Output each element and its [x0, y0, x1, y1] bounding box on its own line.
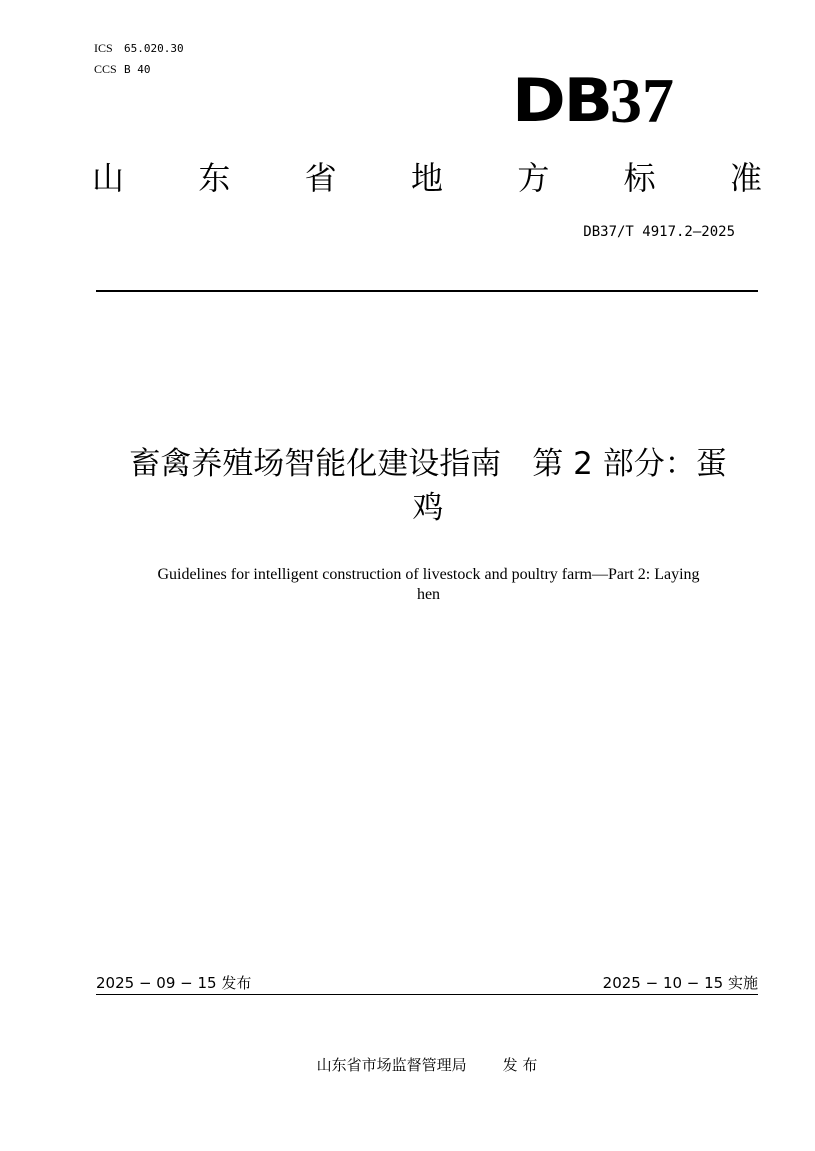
- ccs-label: CCS: [94, 62, 117, 76]
- ccs-value: B 40: [124, 63, 151, 76]
- standard-kind-heading: [92, 156, 762, 200]
- kind-char: 省: [304, 159, 337, 197]
- ics-line: [94, 38, 184, 59]
- kind-char: 准: [729, 159, 762, 197]
- standard-number: DB37/T 4917.2—2025: [583, 224, 735, 240]
- kind-char: 标: [623, 159, 656, 197]
- ics-value: 65.020.30: [124, 42, 184, 55]
- publish-date: 2025 − 09 − 15 发布: [96, 974, 252, 992]
- top-divider: [96, 290, 758, 292]
- kind-char: 方: [517, 159, 550, 197]
- english-title-line2: hen: [416, 586, 441, 603]
- logo-prefix: DB: [512, 66, 611, 136]
- chinese-title: [92, 442, 764, 530]
- kind-char: 东: [198, 159, 231, 197]
- implement-date: 2025 − 10 − 15 实施: [602, 974, 758, 992]
- issuer-name: 山东省市场监督管理局: [316, 1056, 467, 1074]
- classification-codes: [94, 38, 184, 80]
- bottom-divider: [96, 994, 758, 995]
- ics-label: ICS: [94, 41, 113, 55]
- chinese-title-line1: 畜禽养殖场智能化建设指南 第 2 部分：蛋: [129, 446, 727, 482]
- english-title: [96, 565, 761, 605]
- chinese-title-line2: 鸡: [412, 490, 444, 526]
- issue-word: 发 布: [502, 1056, 538, 1074]
- db37-logo: [512, 65, 674, 136]
- kind-char: 山: [92, 159, 125, 197]
- logo-number: 37: [610, 65, 674, 136]
- issuer-line: [96, 1054, 758, 1075]
- ccs-line: [94, 59, 184, 80]
- english-title-line1: Guidelines for intelligent construction of livestock and poultry farm—Part 2: Laying: [157, 566, 700, 583]
- kind-char: 地: [410, 159, 443, 197]
